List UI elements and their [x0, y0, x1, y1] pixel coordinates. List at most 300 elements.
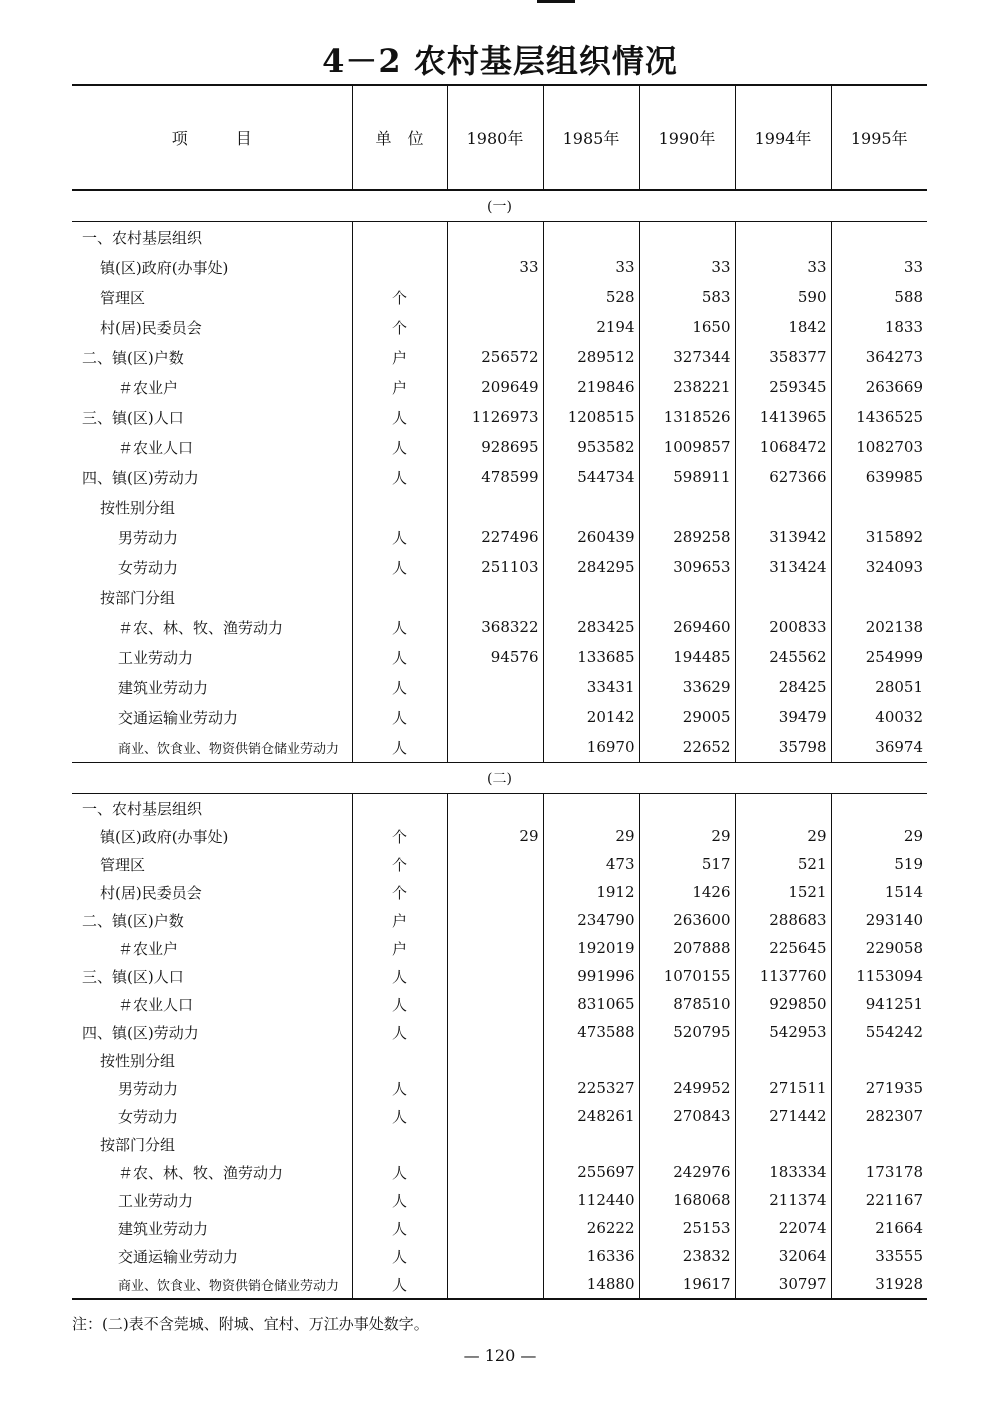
value-cell: 315892: [831, 522, 927, 552]
value-cell: 16970: [543, 732, 639, 763]
value-cell: 35798: [735, 732, 831, 763]
row-unit: 户: [352, 372, 447, 402]
value-cell: 1208515: [543, 402, 639, 432]
value-cell: [831, 1130, 927, 1158]
value-cell: [543, 794, 639, 823]
row-unit: [352, 492, 447, 522]
value-cell: 225645: [735, 934, 831, 962]
value-cell: [543, 1130, 639, 1158]
value-cell: 284295: [543, 552, 639, 582]
value-cell: 831065: [543, 990, 639, 1018]
value-cell: 1153094: [831, 962, 927, 990]
value-cell: 473: [543, 850, 639, 878]
value-cell: [543, 222, 639, 253]
value-cell: [639, 1046, 735, 1074]
value-cell: 1650: [639, 312, 735, 342]
value-cell: 173178: [831, 1158, 927, 1186]
value-cell: [447, 990, 543, 1018]
value-cell: 229058: [831, 934, 927, 962]
row-label: 四、镇(区)劳动力: [82, 468, 199, 487]
value-cell: 20142: [543, 702, 639, 732]
value-cell: [447, 1130, 543, 1158]
table-row: [72, 1214, 927, 1242]
value-cell: [447, 222, 543, 253]
row-unit: 人: [352, 462, 447, 492]
value-cell: 627366: [735, 462, 831, 492]
value-cell: 242976: [639, 1158, 735, 1186]
value-cell: [447, 934, 543, 962]
row-label: ＃农业人口: [118, 438, 194, 457]
table-row: [72, 252, 927, 282]
value-cell: [831, 794, 927, 823]
row-unit: [352, 222, 447, 253]
value-cell: 358377: [735, 342, 831, 372]
row-label: 管理区: [100, 855, 146, 874]
table-row: [72, 1130, 927, 1158]
row-label: 三、镇(区)人口: [82, 408, 184, 427]
value-cell: 324093: [831, 552, 927, 582]
value-cell: 598911: [639, 462, 735, 492]
value-cell: 28425: [735, 672, 831, 702]
value-cell: 1912: [543, 878, 639, 906]
value-cell: 14880: [543, 1270, 639, 1299]
value-cell: 94576: [447, 642, 543, 672]
value-cell: 309653: [639, 552, 735, 582]
value-cell: 200833: [735, 612, 831, 642]
row-label: 村(居)民委员会: [100, 883, 202, 902]
row-label: 工业劳动力: [118, 1191, 194, 1210]
value-cell: 219846: [543, 372, 639, 402]
row-unit: 人: [352, 702, 447, 732]
value-cell: 1521: [735, 878, 831, 906]
table-row: [72, 934, 927, 962]
value-cell: 953582: [543, 432, 639, 462]
value-cell: [447, 1186, 543, 1214]
value-cell: [543, 1046, 639, 1074]
value-cell: [447, 962, 543, 990]
table-row: [72, 342, 927, 372]
value-cell: [447, 732, 543, 763]
row-label: 商业、饮食业、物资供销仓储业劳动力: [72, 732, 352, 763]
footnote: 注：(二)表不含莞城、附城、宜村、万江办事处数字。: [72, 1315, 429, 1333]
value-cell: 209649: [447, 372, 543, 402]
value-cell: 22074: [735, 1214, 831, 1242]
value-cell: 23832: [639, 1242, 735, 1270]
row-unit: 人: [352, 732, 447, 763]
value-cell: [831, 222, 927, 253]
header-year: 1990年: [639, 85, 735, 190]
row-label: 交通运输业劳动力: [118, 708, 239, 727]
value-cell: 544734: [543, 462, 639, 492]
value-cell: 29: [735, 822, 831, 850]
value-cell: 2194: [543, 312, 639, 342]
value-cell: [735, 1046, 831, 1074]
value-cell: 878510: [639, 990, 735, 1018]
section-label: (二): [72, 763, 927, 794]
value-cell: 521: [735, 850, 831, 878]
row-label: 男劳动力: [118, 1079, 179, 1098]
value-cell: 248261: [543, 1102, 639, 1130]
table-row: [72, 1102, 927, 1130]
row-label: 建筑业劳动力: [118, 678, 209, 697]
value-cell: 270843: [639, 1102, 735, 1130]
row-label: 女劳动力: [118, 558, 179, 577]
value-cell: 478599: [447, 462, 543, 492]
value-cell: 28051: [831, 672, 927, 702]
row-label: 按部门分组: [100, 1135, 176, 1154]
header-row: [72, 85, 927, 190]
value-cell: 289512: [543, 342, 639, 372]
value-cell: 29005: [639, 702, 735, 732]
row-unit: 人: [352, 522, 447, 552]
header-year: 1980年: [447, 85, 543, 190]
table-row: [72, 432, 927, 462]
value-cell: 283425: [543, 612, 639, 642]
value-cell: [447, 1158, 543, 1186]
value-cell: [735, 582, 831, 612]
value-cell: 33431: [543, 672, 639, 702]
value-cell: 33: [831, 252, 927, 282]
value-cell: 293140: [831, 906, 927, 934]
value-cell: 194485: [639, 642, 735, 672]
value-cell: 364273: [831, 342, 927, 372]
row-label: 建筑业劳动力: [118, 1219, 209, 1238]
row-unit: 个: [352, 850, 447, 878]
value-cell: 928695: [447, 432, 543, 462]
row-unit: [352, 794, 447, 823]
table-row: [72, 906, 927, 934]
value-cell: 368322: [447, 612, 543, 642]
value-cell: 234790: [543, 906, 639, 934]
value-cell: 260439: [543, 522, 639, 552]
row-label: 交通运输业劳动力: [118, 1247, 239, 1266]
value-cell: 249952: [639, 1074, 735, 1102]
value-cell: 520795: [639, 1018, 735, 1046]
value-cell: [447, 282, 543, 312]
header-year: 1985年: [543, 85, 639, 190]
row-label: 镇(区)政府(办事处): [100, 827, 229, 846]
row-unit: 人: [352, 402, 447, 432]
value-cell: 225327: [543, 1074, 639, 1102]
value-cell: 263600: [639, 906, 735, 934]
value-cell: 221167: [831, 1186, 927, 1214]
value-cell: 25153: [639, 1214, 735, 1242]
table-row: [72, 492, 927, 522]
row-label: ＃农、林、牧、渔劳动力: [118, 618, 284, 637]
table-row: [72, 522, 927, 552]
table-row: [72, 1186, 927, 1214]
value-cell: [447, 1214, 543, 1242]
table-row: [72, 822, 927, 850]
value-cell: 255697: [543, 1158, 639, 1186]
value-cell: 1137760: [735, 962, 831, 990]
page-number: — 120 —: [463, 1346, 537, 1365]
value-cell: 271935: [831, 1074, 927, 1102]
row-unit: [352, 582, 447, 612]
row-label: 按性别分组: [100, 498, 176, 517]
table-row: [72, 1074, 927, 1102]
value-cell: [639, 582, 735, 612]
value-cell: [447, 1018, 543, 1046]
value-cell: 554242: [831, 1018, 927, 1046]
top-rule-mark: [537, 0, 575, 3]
value-cell: 1842: [735, 312, 831, 342]
value-cell: 16336: [543, 1242, 639, 1270]
value-cell: 1126973: [447, 402, 543, 432]
row-unit: 人: [352, 990, 447, 1018]
value-cell: [447, 850, 543, 878]
table-row: [72, 794, 927, 823]
table-row: [72, 222, 927, 253]
value-cell: 227496: [447, 522, 543, 552]
value-cell: 256572: [447, 342, 543, 372]
row-unit: 人: [352, 1074, 447, 1102]
value-cell: [447, 1046, 543, 1074]
row-unit: [352, 1046, 447, 1074]
value-cell: 1009857: [639, 432, 735, 462]
value-cell: 517: [639, 850, 735, 878]
table-row: [72, 962, 927, 990]
value-cell: 207888: [639, 934, 735, 962]
header-year: 1995年: [831, 85, 927, 190]
row-unit: 人: [352, 612, 447, 642]
table-row: [72, 612, 927, 642]
table-row: [72, 990, 927, 1018]
section-header-row: [72, 190, 927, 222]
row-label: 按部门分组: [100, 588, 176, 607]
value-cell: 202138: [831, 612, 927, 642]
value-cell: [447, 1242, 543, 1270]
value-cell: 1436525: [831, 402, 927, 432]
row-unit: 人: [352, 1270, 447, 1299]
value-cell: 991996: [543, 962, 639, 990]
table-row: [72, 1270, 927, 1299]
value-cell: 33555: [831, 1242, 927, 1270]
row-unit: 个: [352, 822, 447, 850]
value-cell: 33: [735, 252, 831, 282]
row-label: 三、镇(区)人口: [82, 967, 184, 986]
value-cell: 33: [543, 252, 639, 282]
table-row: [72, 372, 927, 402]
value-cell: [447, 492, 543, 522]
row-label: 二、镇(区)户数: [82, 348, 184, 367]
row-label: 一、农村基层组织: [82, 799, 203, 818]
row-unit: 人: [352, 1186, 447, 1214]
value-cell: 271511: [735, 1074, 831, 1102]
row-label: 镇(区)政府(办事处): [100, 258, 229, 277]
row-label: ＃农业人口: [118, 995, 194, 1014]
value-cell: 941251: [831, 990, 927, 1018]
table-row: [72, 582, 927, 612]
row-unit: 人: [352, 1242, 447, 1270]
table-row: [72, 1242, 927, 1270]
row-label: ＃农、林、牧、渔劳动力: [118, 1163, 284, 1182]
value-cell: 929850: [735, 990, 831, 1018]
value-cell: [447, 1102, 543, 1130]
value-cell: 590: [735, 282, 831, 312]
row-label: 女劳动力: [118, 1107, 179, 1126]
value-cell: 29: [639, 822, 735, 850]
value-cell: 40032: [831, 702, 927, 732]
value-cell: 289258: [639, 522, 735, 552]
section-label: (一): [72, 190, 927, 222]
value-cell: 282307: [831, 1102, 927, 1130]
value-cell: 271442: [735, 1102, 831, 1130]
value-cell: 254999: [831, 642, 927, 672]
row-label: 四、镇(区)劳动力: [82, 1023, 199, 1042]
row-label: ＃农业户: [118, 378, 179, 397]
row-unit: 人: [352, 1158, 447, 1186]
header-year: 1994年: [735, 85, 831, 190]
value-cell: 251103: [447, 552, 543, 582]
value-cell: 519: [831, 850, 927, 878]
row-label: ＃农业户: [118, 939, 179, 958]
table-row: [72, 878, 927, 906]
value-cell: 327344: [639, 342, 735, 372]
value-cell: 1426: [639, 878, 735, 906]
value-cell: 528: [543, 282, 639, 312]
value-cell: [447, 672, 543, 702]
table-row: [72, 1046, 927, 1074]
value-cell: 29: [447, 822, 543, 850]
value-cell: 21664: [831, 1214, 927, 1242]
value-cell: 1318526: [639, 402, 735, 432]
value-cell: 29: [543, 822, 639, 850]
row-label: 一、农村基层组织: [82, 228, 203, 247]
value-cell: [831, 1046, 927, 1074]
value-cell: [447, 582, 543, 612]
value-cell: 33: [639, 252, 735, 282]
value-cell: 588: [831, 282, 927, 312]
value-cell: 33629: [639, 672, 735, 702]
value-cell: [639, 222, 735, 253]
table-row: [72, 402, 927, 432]
value-cell: [447, 312, 543, 342]
value-cell: 192019: [543, 934, 639, 962]
table-row: [72, 1018, 927, 1046]
row-unit: 人: [352, 1018, 447, 1046]
row-unit: 户: [352, 934, 447, 962]
value-cell: [639, 492, 735, 522]
value-cell: [447, 906, 543, 934]
value-cell: 29: [831, 822, 927, 850]
table-row: [72, 1158, 927, 1186]
value-cell: [639, 794, 735, 823]
row-unit: [352, 1130, 447, 1158]
row-unit: 人: [352, 1214, 447, 1242]
value-cell: 32064: [735, 1242, 831, 1270]
value-cell: [447, 702, 543, 732]
table-row: [72, 552, 927, 582]
value-cell: 639985: [831, 462, 927, 492]
row-label: 二、镇(区)户数: [82, 911, 184, 930]
header-item: 项 目: [72, 85, 352, 190]
value-cell: [735, 794, 831, 823]
value-cell: 36974: [831, 732, 927, 763]
row-unit: 人: [352, 1102, 447, 1130]
value-cell: 245562: [735, 642, 831, 672]
row-unit: 人: [352, 642, 447, 672]
value-cell: 542953: [735, 1018, 831, 1046]
value-cell: [639, 1130, 735, 1158]
stats-table: [72, 84, 927, 1300]
value-cell: 259345: [735, 372, 831, 402]
row-label: 工业劳动力: [118, 648, 194, 667]
value-cell: 269460: [639, 612, 735, 642]
table-row: [72, 462, 927, 492]
value-cell: 26222: [543, 1214, 639, 1242]
row-unit: 个: [352, 282, 447, 312]
value-cell: 288683: [735, 906, 831, 934]
table-row: [72, 850, 927, 878]
value-cell: 473588: [543, 1018, 639, 1046]
value-cell: [543, 582, 639, 612]
value-cell: 133685: [543, 642, 639, 672]
value-cell: 583: [639, 282, 735, 312]
value-cell: [831, 582, 927, 612]
row-unit: [352, 252, 447, 282]
table-row: [72, 312, 927, 342]
value-cell: 1514: [831, 878, 927, 906]
table-row: [72, 732, 927, 763]
value-cell: 39479: [735, 702, 831, 732]
row-unit: 户: [352, 906, 447, 934]
row-unit: 人: [352, 552, 447, 582]
value-cell: [831, 492, 927, 522]
value-cell: 22652: [639, 732, 735, 763]
value-cell: [735, 1130, 831, 1158]
value-cell: 313424: [735, 552, 831, 582]
table-row: [72, 642, 927, 672]
value-cell: 1068472: [735, 432, 831, 462]
value-cell: 211374: [735, 1186, 831, 1214]
table-row: [72, 702, 927, 732]
row-unit: 人: [352, 672, 447, 702]
value-cell: [447, 794, 543, 823]
value-cell: [447, 878, 543, 906]
value-cell: 263669: [831, 372, 927, 402]
value-cell: 19617: [639, 1270, 735, 1299]
row-label: 按性别分组: [100, 1051, 176, 1070]
value-cell: 1413965: [735, 402, 831, 432]
value-cell: [447, 1074, 543, 1102]
table-row: [72, 672, 927, 702]
value-cell: [735, 222, 831, 253]
value-cell: 33: [447, 252, 543, 282]
value-cell: 1082703: [831, 432, 927, 462]
value-cell: 313942: [735, 522, 831, 552]
row-label: 村(居)民委员会: [100, 318, 202, 337]
row-unit: 人: [352, 432, 447, 462]
value-cell: 30797: [735, 1270, 831, 1299]
value-cell: [447, 1270, 543, 1299]
row-unit: 个: [352, 312, 447, 342]
value-cell: [735, 492, 831, 522]
header-unit: 单 位: [352, 85, 447, 190]
value-cell: 31928: [831, 1270, 927, 1299]
value-cell: 183334: [735, 1158, 831, 1186]
section-header-row: [72, 763, 927, 794]
table-row: [72, 282, 927, 312]
row-unit: 个: [352, 878, 447, 906]
row-label: 管理区: [100, 288, 146, 307]
value-cell: 238221: [639, 372, 735, 402]
value-cell: 168068: [639, 1186, 735, 1214]
page-title: 4－2 农村基层组织情况: [322, 42, 678, 80]
value-cell: 1833: [831, 312, 927, 342]
row-unit: 人: [352, 962, 447, 990]
value-cell: 112440: [543, 1186, 639, 1214]
